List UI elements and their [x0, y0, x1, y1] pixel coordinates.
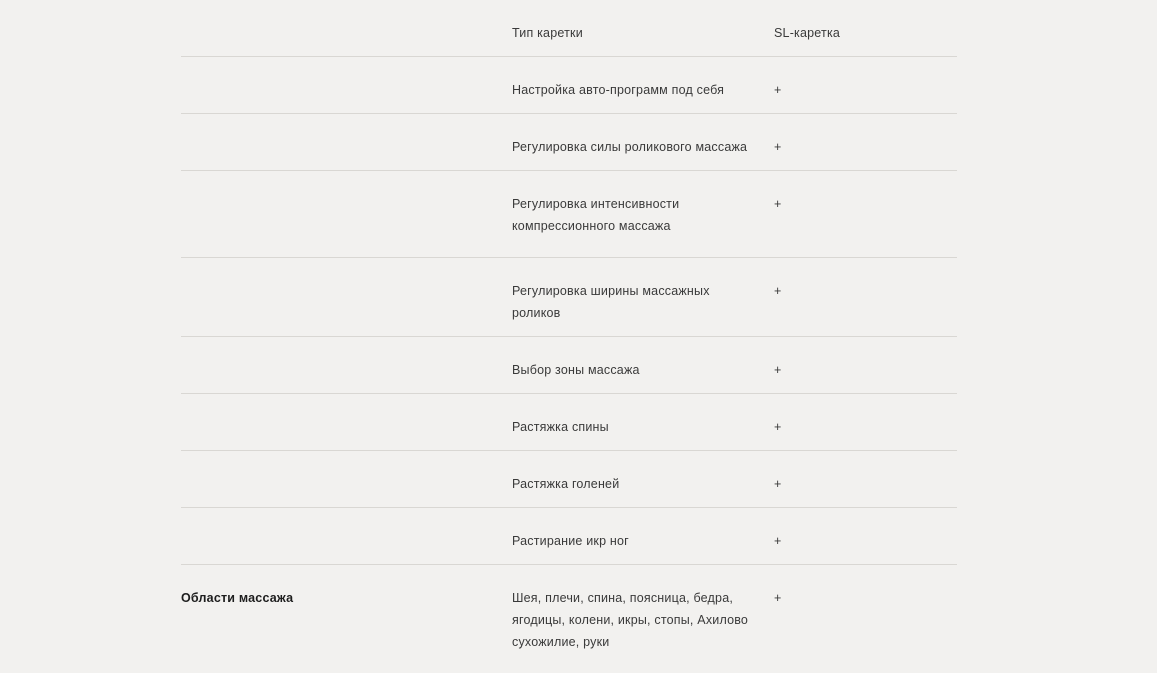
row-feature-label: Растирание икр ног: [512, 534, 629, 548]
row-group-label: [181, 337, 512, 371]
row-group-label: Области массажа: [181, 591, 294, 605]
row-feature-label: Тип каретки: [512, 26, 583, 40]
row-feature-label: Выбор зоны массажа: [512, 363, 640, 377]
row-value: +: [774, 140, 782, 154]
table-row: [181, 564, 957, 673]
row-feature-label: Регулировка силы роликового массажа: [512, 140, 748, 154]
row-feature-label: Растяжка голеней: [512, 477, 620, 491]
table-row: [181, 56, 957, 113]
row-feature-label: Настройка авто-программ под себя: [512, 83, 725, 97]
row-feature-label: Регулировка ширины массажных роликов: [512, 284, 710, 320]
row-group-label: [181, 57, 512, 91]
table-row: [181, 507, 957, 564]
table-row: [181, 170, 957, 257]
row-value: +: [774, 534, 782, 548]
table-row: [181, 336, 957, 393]
table-row: [181, 0, 957, 56]
row-group-label: [181, 171, 512, 213]
row-value: +: [774, 591, 782, 605]
table-row: [181, 393, 957, 450]
table-row: [181, 450, 957, 507]
table-row: [181, 113, 957, 170]
table-row: [181, 257, 957, 336]
row-group-label: [181, 394, 512, 428]
row-group-label: [181, 451, 512, 485]
row-value: +: [774, 83, 782, 97]
row-value: +: [774, 284, 782, 298]
row-feature-label: Регулировка интенсивности компрессионного массажа: [512, 197, 680, 233]
row-value: +: [774, 363, 782, 377]
row-group-label: [181, 0, 512, 34]
specifications-table: [181, 0, 957, 673]
row-group-label: [181, 508, 512, 542]
row-group-label: [181, 114, 512, 148]
row-feature-label: Шея, плечи, спина, поясница, бедра, ягодицы, колени, икры, стопы, Ахилово сухожилие, руки: [512, 591, 749, 649]
row-value: +: [774, 477, 782, 491]
row-group-label: [181, 258, 512, 292]
row-value: +: [774, 420, 782, 434]
row-value: +: [774, 197, 782, 211]
row-value: SL-каретка: [774, 26, 841, 40]
row-feature-label: Растяжка спины: [512, 420, 609, 434]
